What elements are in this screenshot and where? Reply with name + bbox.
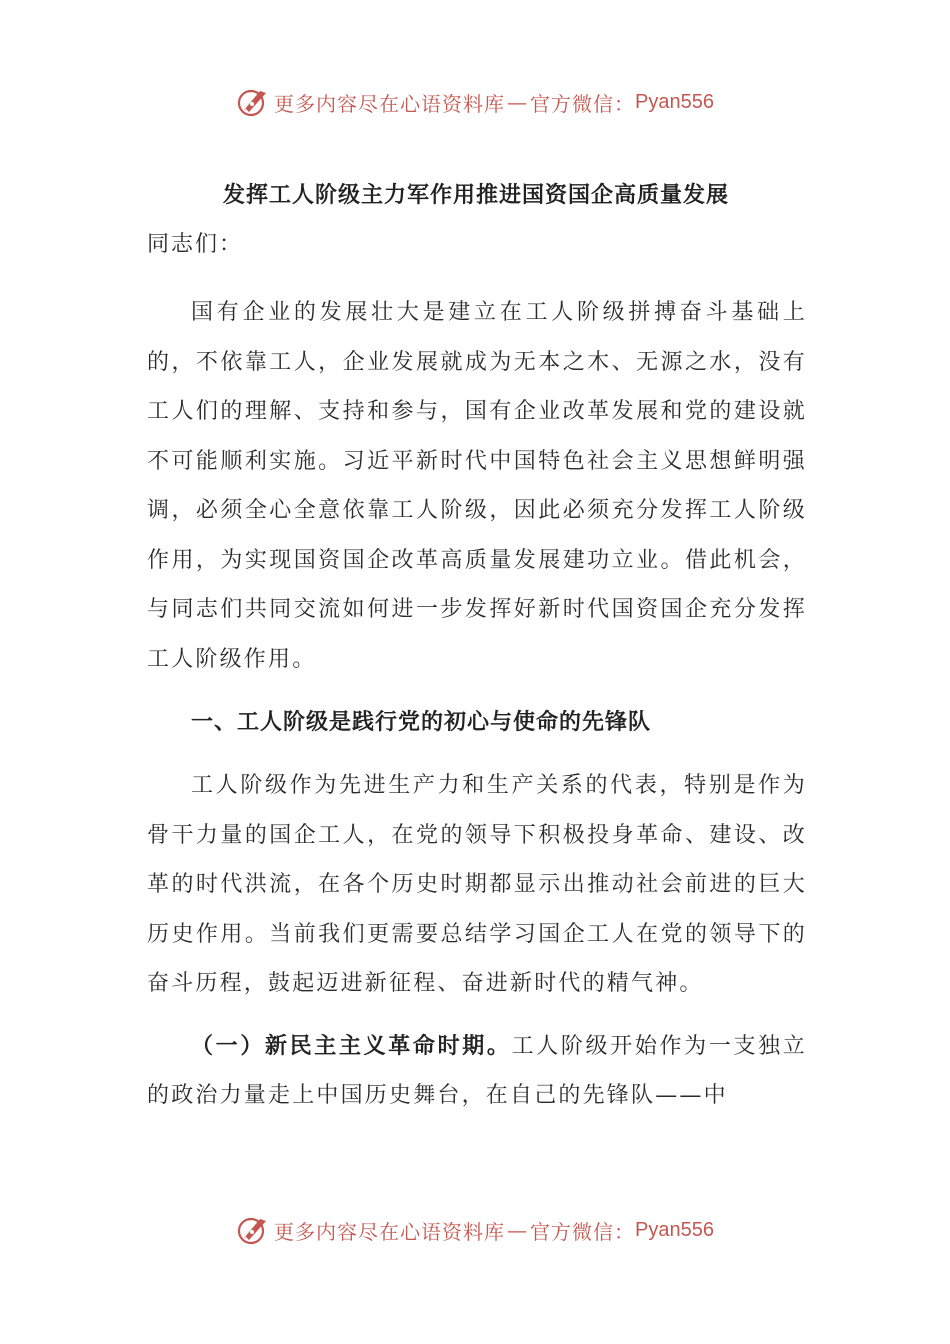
subsection-text: 工人阶级开始作为一支独立的政治力量走上中国历史舞台，在自己的先锋队——中	[147, 1033, 807, 1108]
header-banner	[0, 82, 950, 122]
subsection-lead: （一）新民主主义革命时期。	[191, 1032, 512, 1059]
banner-text: 更多内容尽在心语资料库	[274, 91, 506, 116]
pen-nib-circle-icon	[236, 85, 270, 119]
pen-nib-circle-icon	[236, 1213, 270, 1247]
banner-text: 更多内容尽在心语资料库	[274, 1219, 506, 1244]
footer-banner	[0, 1210, 950, 1250]
document-body	[147, 170, 807, 1134]
banner-separator: —	[507, 1218, 529, 1242]
banner-wechat-code: Pyan556	[635, 1218, 714, 1241]
banner-wechat-label: 官方微信：	[530, 91, 636, 116]
section-heading-1: 一、工人阶级是践行党的初心与使命的先锋队	[191, 709, 652, 735]
banner-wechat-label: 官方微信：	[530, 1219, 636, 1244]
document-title: 发挥工人阶级主力军作用推进国资国企高质量发展	[222, 182, 729, 208]
banner-wechat-code: Pyan556	[635, 90, 714, 113]
banner-separator: —	[507, 90, 529, 114]
paragraph-intro: 国有企业的发展壮大是建立在工人阶级拼搏奋斗基础上的，不依靠工人，企业发展就成为无本之木、无源之水，没有工人们的理解、支持和参与，国有企业改革发展和党的建设就不可能顺利实施。习近平新时代中国特色社会主义思想鲜明强调，必须全心全意依靠工人阶级，因此必须充分发挥工人阶级作用，为实现国资国企改革高质量发展建功立业。借此机会，与同志们共同交流如何进一步发挥好新时代国资国企充分发挥工人阶级作用。	[147, 300, 807, 672]
paragraph-section-1: 工人阶级作为先进生产力和生产关系的代表，特别是作为骨干力量的国企工人，在党的领导下积极投身革命、建设、改革的时代洪流，在各个历史时期都显示出推动社会前进的巨大历史作用。当前我们更需要总结学习国企工人在党的领导下的奋斗历程，鼓起迈进新征程、奋进新时代的精气神。	[147, 773, 807, 996]
salutation: 同志们：	[147, 232, 244, 257]
paragraph-subsection-1	[147, 1022, 807, 1121]
